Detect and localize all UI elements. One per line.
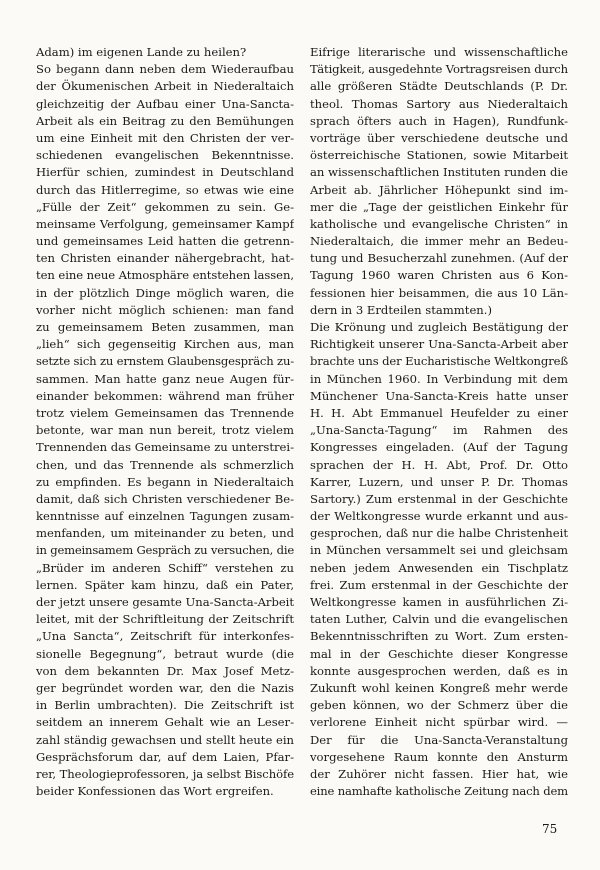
text-line: menfanden, um miteinander zu beten, und xyxy=(36,526,294,541)
text-line: der Weltkongresse wurde erkannt und aus- xyxy=(310,509,568,524)
text-line: lernen. Später kam hinzu, daß ein Pater, xyxy=(36,577,294,592)
text-line: „Fülle der Zeit“ gekommen zu sein. Ge- xyxy=(36,199,294,214)
text-line: meinsame Verfolgung, gemeinsamer Kampf xyxy=(36,216,294,231)
right-text-column xyxy=(310,44,568,800)
text-line: „Brüder im anderen Schiff“ verstehen zu xyxy=(36,560,294,575)
text-line: Adam) im eigenen Lande zu heilen? xyxy=(36,45,247,59)
text-line: vorträge über verschiedene deutsche und xyxy=(310,130,568,145)
text-line: konnte ausgesprochen werden, daß es in xyxy=(310,663,568,678)
text-line: seitdem an innerem Gehalt wie an Leser- xyxy=(36,715,294,730)
text-line: Sartory.) Zum erstenmal in der Geschichte xyxy=(310,491,568,506)
text-line: Tätigkeit, ausgedehnte Vortragsreisen durch xyxy=(310,62,568,77)
text-line: Karrer, Luzern, und unser P. Dr. Thomas xyxy=(310,474,568,489)
text-line: an wissenschaftlichen Instituten runden die xyxy=(310,165,568,180)
text-line: So begann dann neben dem Wiederaufbau xyxy=(36,62,294,77)
text-line: schiedenen evangelischen Bekenntnisse. xyxy=(36,148,294,163)
text-line: „Una Sancta“, Zeitschrift für interkonfes- xyxy=(36,629,294,644)
text-line: ten eine neue Atmosphäre entstehen lassen, xyxy=(36,268,294,283)
text-line: trotz vielem Gemeinsamen das Trennende xyxy=(36,405,294,420)
text-line: „Una-Sancta-Tagung“ im Rahmen des xyxy=(310,423,568,438)
text-line: durch das Hitlerregime, so etwas wie eine xyxy=(36,182,294,197)
text-line: neben jedem Anwesenden ein Tischplatz xyxy=(310,560,568,575)
text-line: vorher nicht möglich schienen: man fand xyxy=(36,302,294,317)
text-line: damit, daß sich Christen verschiedener Be- xyxy=(36,491,294,506)
text-line: der Ökumenischen Arbeit in Niederaltaich xyxy=(36,79,294,94)
text-line: Weltkongresse kamen in ausführlichen Zi- xyxy=(310,595,568,609)
text-line: dern in 3 Erdteilen stammten.) xyxy=(310,302,492,317)
text-line: katholische und evangelische Christen“ in xyxy=(310,216,568,231)
text-line: sammen. Man hatte ganz neue Augen für- xyxy=(36,371,294,386)
text-line: der Zuhörer nicht fassen. Hier hat, wie xyxy=(310,766,568,781)
text-line: „lieh“ sich gegenseitig Kirchen aus, man xyxy=(36,337,294,352)
text-line: H. H. Abt Emmanuel Heufelder zu einer xyxy=(310,405,568,420)
text-line: frei. Zum erstenmal in der Geschichte der xyxy=(310,577,568,592)
text-line: leitet, mit der Schriftleitung der Zeitschrift xyxy=(36,612,294,627)
text-line: theol. Thomas Sartory aus Niederaltaich xyxy=(310,96,568,111)
text-line: Gesprächsforum dar, auf dem Laien, Pfar- xyxy=(36,749,294,764)
text-line: sprach öfters auch in Hagen), Rundfunk- xyxy=(310,113,568,128)
text-line: Arbeit ab. Jährlicher Höhepunkt sind im- xyxy=(310,182,568,197)
text-line: in Berlin umbrachten). Die Zeitschrift ist xyxy=(36,698,294,713)
text-line: Kongresses eingeladen. (Auf der Tagung xyxy=(310,440,568,455)
text-line: in der plötzlich Dinge möglich waren, die xyxy=(36,285,294,300)
text-line: zu gemeinsamem Beten zusammen, man xyxy=(36,320,294,334)
text-line: mer die „Tage der geistlichen Einkehr für xyxy=(310,199,568,214)
text-line: Richtigkeit unserer Una-Sancta-Arbeit aber xyxy=(310,337,568,352)
text-line: Die Krönung und zugleich Bestätigung der xyxy=(310,320,568,334)
text-line: gesprochen, daß nur die halbe Christenheit xyxy=(310,526,568,541)
text-line: Trennenden das Gemeinsame zu unterstrei- xyxy=(36,440,294,455)
text-line: vorgesehene Raum konnte den Ansturm xyxy=(310,749,568,764)
text-line: chen, und das Trennende als schmerzlich xyxy=(36,457,294,472)
text-line: Eifrige literarische und wissenschaftliche xyxy=(310,45,568,59)
text-line: beider Konfessionen das Wort ergreifen. xyxy=(36,784,274,799)
text-line: zu empfinden. Es begann in Niederaltaich xyxy=(36,474,294,489)
page-number: 75 xyxy=(542,822,558,836)
text-line: fessionen hier beisammen, die aus 10 Län- xyxy=(310,285,568,300)
text-line: gleichzeitig der Aufbau einer Una-Sancta- xyxy=(36,96,294,111)
text-line: Hierfür schien, zumindest in Deutschland xyxy=(36,165,294,180)
text-line: kenntnisse auf einzelnen Tagungen zusam- xyxy=(36,509,294,524)
text-line: rer, Theologieprofessoren, ja selbst Bischöfe xyxy=(36,766,294,781)
text-line: österreichische Stationen, sowie Mitarbeit xyxy=(310,148,568,163)
text-line: Niederaltaich, die immer mehr an Bedeu- xyxy=(310,234,568,249)
text-line: alle größeren Städte Deutschlands (P. Dr. xyxy=(310,79,568,94)
text-line: einander bekommen: während man früher xyxy=(36,388,294,403)
text-line: in gemeinsamem Gespräch zu versuchen, die xyxy=(36,543,294,558)
text-line: und gemeinsames Leid hatten die getrenn- xyxy=(36,234,294,249)
text-line: Bekenntnisschriften zu Wort. Zum ersten- xyxy=(310,629,568,644)
text-line: verlorene Einheit nicht spürbar wird. — xyxy=(310,715,568,730)
text-line: um eine Einheit mit den Christen der ver- xyxy=(36,130,294,145)
text-line: Arbeit als ein Beitrag zu den Bemühungen xyxy=(36,113,294,128)
text-line: zahl ständig gewachsen und stellt heute ein xyxy=(36,732,294,747)
text-line: mal in der Geschichte dieser Kongresse xyxy=(310,646,568,661)
text-line: Zukunft wohl keinen Kongreß mehr werde xyxy=(310,680,568,695)
text-line: setzte sich zu ernstem Glaubensgespräch zu- xyxy=(36,354,294,369)
text-line: von dem bekannten Dr. Max Josef Metz- xyxy=(36,663,294,678)
text-line: taten Luther, Calvin und die evangelischen xyxy=(310,612,568,627)
text-line: in München 1960. In Verbindung mit dem xyxy=(310,371,568,386)
text-line: geben können, wo der Schmerz über die xyxy=(310,698,568,713)
text-line: Münchener Una-Sancta-Kreis hatte unser xyxy=(310,388,568,403)
text-line: eine namhafte katholische Zeitung nach dem xyxy=(310,784,568,799)
text-line: betonte, war man nun bereit, trotz vielem xyxy=(36,423,294,438)
left-text-column xyxy=(36,44,294,800)
text-line: in München versammelt sei und gleichsam xyxy=(310,543,568,558)
text-line: Der für die Una-Sancta-Veranstaltung xyxy=(310,732,568,747)
text-line: sprachen der H. H. Abt, Prof. Dr. Otto xyxy=(310,457,568,472)
text-line: sionelle Begegnung“, betraut wurde (die xyxy=(36,646,294,661)
text-line: brachte uns der Eucharistische Weltkongreß xyxy=(310,354,568,369)
text-line: der jetzt unsere gesamte Una-Sancta-Arbeit xyxy=(36,595,294,609)
text-line: ten Christen einander nähergebracht, hat- xyxy=(36,251,294,266)
text-line: Tagung 1960 waren Christen aus 6 Kon- xyxy=(310,268,568,283)
text-line: ger begründet worden war, den die Nazis xyxy=(36,680,294,695)
text-line: tung und Besucherzahl zunehmen. (Auf der xyxy=(310,251,568,266)
